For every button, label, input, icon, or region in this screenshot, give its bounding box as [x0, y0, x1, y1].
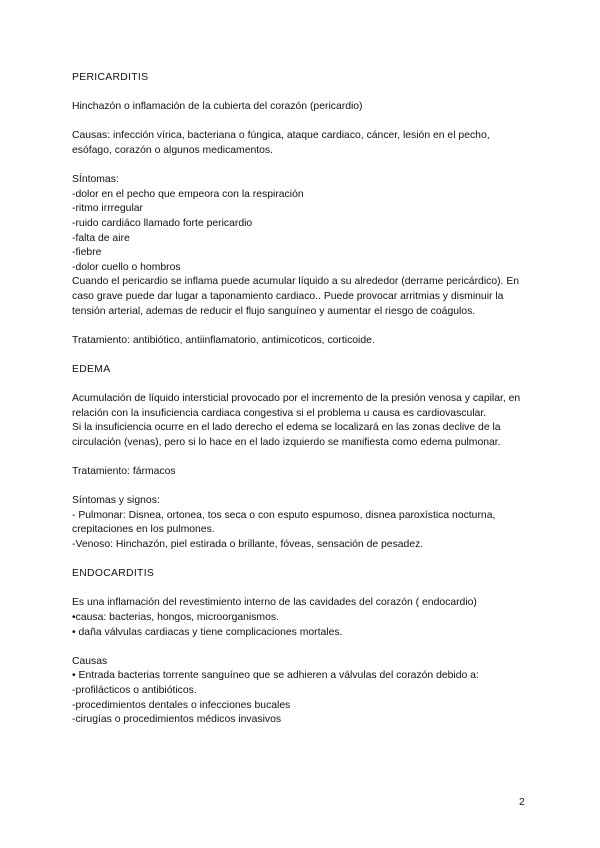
endocarditis-heading: ENDOCARDITIS [72, 568, 155, 580]
pericarditis-definition: Hinchazón o inflamación de la cubierta del corazón (pericardio) [72, 101, 363, 113]
endocarditis-definition: Es una inflamación del revestimiento interno de las cavidades del corazón ( endocardio) [72, 597, 477, 609]
endocarditis-cause-item: -profilácticos o antibióticos. [72, 684, 197, 696]
edema-treatment: Tratamiento: fármacos [72, 466, 176, 478]
endocarditis-cause-item: -procedimientos dentales o infecciones bucales [72, 699, 291, 711]
endocarditis-bullet: •causa: bacterias, hongos, microorganismos. [72, 611, 279, 623]
edema-heading: EDEMA [72, 363, 111, 375]
edema-location: Si la insuficiencia ocurre en el lado derecho el edema se localizará en las zonas declive de la circulación (venas), pero si lo hace en el lado izquierdo se manifiesta como edema pulmonar. [72, 422, 501, 448]
edema-definition: Acumulación de líquido intersticial provocado por el incremento de la presión venosa y capilar, en relación con la insuficiencia cardiaca congestiva si el problema u causa es cardiovascular. [72, 393, 521, 419]
symptom-item: -dolor en el pecho que empeora con la respiración [72, 188, 304, 200]
endocarditis-cause-item: -cirugías o procedimientos médicos invasivos [72, 714, 282, 726]
symptom-item: -dolor cuello o hombros [72, 261, 181, 273]
edema-signs-title: Síntomas y signos: [72, 495, 160, 507]
symptom-item: -falta de aire [72, 232, 130, 244]
edema-pulmonary: - Pulmonar: Disnea, ortonea, tos seca o con esputo espumoso, disnea paroxística nocturna, crepitaciones en los pulmones. [72, 509, 496, 536]
endocarditis-cause-item: • Entrada bacterias torrente sanguíneo que se adhieren a válvulas del corazón debido a: [72, 670, 479, 682]
symptom-item: -ritmo irrregular [72, 203, 144, 215]
symptom-item: -ruido cardiáco llamado forte pericardio [72, 217, 253, 229]
page-content [72, 71, 532, 728]
pericarditis-symptoms-title: SÍntomas: [72, 174, 119, 186]
endocarditis-causes-title: Causas [72, 655, 108, 667]
pericarditis-heading: PERICARDITIS [72, 72, 149, 83]
page-number: 2 [519, 797, 525, 808]
symptom-item: -fiebre [72, 247, 102, 259]
pericarditis-causes: Causas: infección vírica, bacteriana o fúngica, ataque cardiaco, cáncer, lesión en el pecho, esófago, corazón o algunos medicamentos. [72, 130, 490, 156]
edema-venous: -Venoso: Hinchazón, piel estirada o brillante, fóveas, sensación de pesadez. [72, 539, 424, 550]
pericarditis-effusion: Cuando el pericardio se inflama puede acumular líquido a su alrededor (derrame pericárdico). En caso grave puede dar lugar a taponamiento cardiaco.. Puede provocar arritmias y disminuir la tensión arterial, ademas de reducir el flujo sanguíneo y aumentar el riesgo de coágulos. [72, 276, 520, 317]
endocarditis-bullet: • daña válvulas cardiacas y tiene complicaciones mortales. [72, 626, 343, 638]
pericarditis-treatment: Tratamiento: antibiótico, antiinflamatorio, antimicoticos, corticoide. [72, 334, 375, 346]
